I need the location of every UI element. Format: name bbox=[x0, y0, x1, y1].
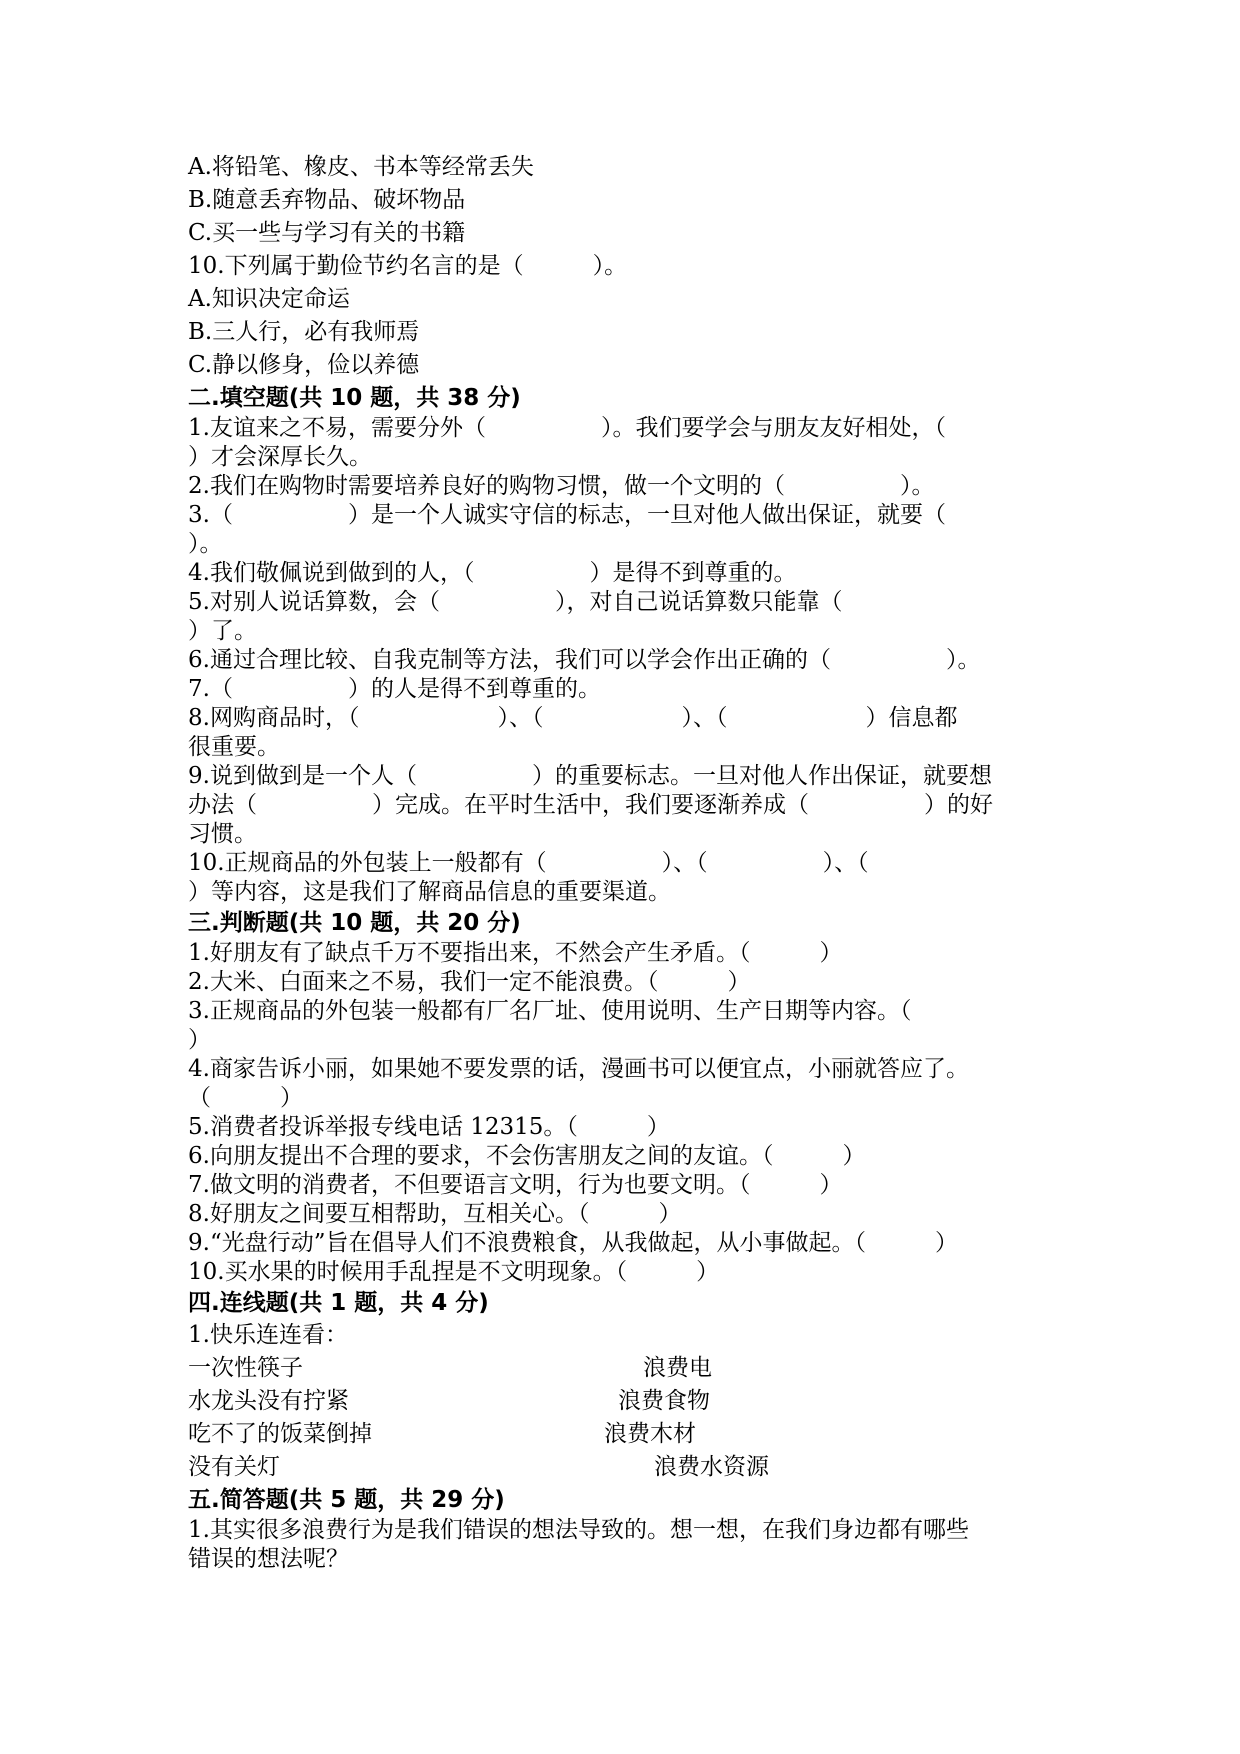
question-line: 8.好朋友之间要互相帮助，互相关心。（ ） bbox=[188, 1201, 682, 1227]
question-line: 10.下列属于勤俭节约名言的是（ ）。 bbox=[188, 253, 628, 279]
question-line: 7.做文明的消费者，不但要语言文明，行为也要文明。（ ） bbox=[188, 1172, 843, 1198]
question-line: 2.大米、白面来之不易，我们一定不能浪费。（ ） bbox=[188, 969, 751, 995]
question-line: 4.我们敬佩说到做到的人，（ ）是得不到尊重的。 bbox=[188, 560, 797, 586]
section-heading: 四.连线题(共 1 题，共 4 分) bbox=[188, 1290, 489, 1316]
question-line: 1.其实很多浪费行为是我们错误的想法导致的。想一想，在我们身边都有哪些 bbox=[188, 1517, 969, 1543]
option-line: B.随意丢弃物品、破坏物品 bbox=[188, 187, 466, 213]
match-right-item: 浪费食物 bbox=[618, 1388, 710, 1414]
section-fill-in-blank bbox=[188, 382, 1068, 907]
match-right-item: 浪费木材 bbox=[604, 1421, 696, 1447]
question-line: 10.正规商品的外包装上一般都有（ ）、（ ）、（ bbox=[188, 850, 869, 876]
match-left-item: 吃不了的饭菜倒掉 bbox=[188, 1421, 372, 1447]
question-line: ）了。 bbox=[188, 618, 257, 644]
question-line: ） bbox=[188, 1027, 211, 1053]
question-line: 办法（ ）完成。在平时生活中，我们要逐渐养成（ ）的好 bbox=[188, 792, 993, 818]
option-line: B.三人行，必有我师焉 bbox=[188, 319, 420, 345]
match-left-item: 水龙头没有拧紧 bbox=[188, 1388, 349, 1414]
match-right-item: 浪费电 bbox=[643, 1355, 712, 1381]
match-left-item: 没有关灯 bbox=[188, 1454, 280, 1480]
option-line: A.将铅笔、橡皮、书本等经常丢失 bbox=[188, 154, 534, 180]
question-line: 4.商家告诉小丽，如果她不要发票的话，漫画书可以便宜点，小丽就答应了。 bbox=[188, 1056, 969, 1082]
match-row bbox=[188, 1385, 1068, 1418]
question-line: 10.买水果的时候用手乱捏是不文明现象。（ ） bbox=[188, 1259, 720, 1285]
question-line: 9.“光盘行动”旨在倡导人们不浪费粮食，从我做起，从小事做起。（ ） bbox=[188, 1230, 958, 1256]
question-line: 1.友谊来之不易，需要分外（ ）。我们要学会与朋友友好相处，（ bbox=[188, 415, 946, 441]
match-right-item: 浪费水资源 bbox=[654, 1454, 769, 1480]
question-line: 1.好朋友有了缺点千万不要指出来，不然会产生矛盾。（ ） bbox=[188, 940, 843, 966]
option-line: A.知识决定命运 bbox=[188, 286, 350, 312]
section-matching bbox=[188, 1287, 1068, 1484]
question-line: 3.（ ）是一个人诚实守信的标志，一旦对他人做出保证，就要（ bbox=[188, 502, 946, 528]
question-line: 7.（ ）的人是得不到尊重的。 bbox=[188, 676, 601, 702]
question-line: 3.正规商品的外包装一般都有厂名厂址、使用说明、生产日期等内容。（ bbox=[188, 998, 912, 1024]
question-line: 6.向朋友提出不合理的要求，不会伤害朋友之间的友谊。（ ） bbox=[188, 1143, 866, 1169]
match-row bbox=[188, 1451, 1068, 1484]
question-line: 1.快乐连连看： bbox=[188, 1322, 348, 1348]
option-line: C.静以修身，俭以养德 bbox=[188, 352, 420, 378]
question-line: 9.说到做到是一个人（ ）的重要标志。一旦对他人作出保证，就要想 bbox=[188, 763, 992, 789]
question-line: 2.我们在购物时需要培养良好的购物习惯，做一个文明的（ ）。 bbox=[188, 473, 935, 499]
option-line: C.买一些与学习有关的书籍 bbox=[188, 220, 466, 246]
question-line: 很重要。 bbox=[188, 734, 280, 760]
question-line: 8.网购商品时，（ ）、（ ）、（ ）信息都 bbox=[188, 705, 958, 731]
match-left-item: 一次性筷子 bbox=[188, 1355, 303, 1381]
section-heading: 二.填空题(共 10 题，共 38 分) bbox=[188, 385, 521, 411]
section-true-false bbox=[188, 907, 1068, 1287]
question-line: （ ） bbox=[188, 1085, 303, 1111]
choice-question-tail bbox=[188, 151, 1068, 382]
match-row bbox=[188, 1352, 1068, 1385]
page-content bbox=[188, 151, 1068, 1574]
question-line: ）才会深厚长久。 bbox=[188, 444, 372, 470]
section-heading: 五.简答题(共 5 题，共 29 分) bbox=[188, 1487, 505, 1513]
section-short-answer bbox=[188, 1484, 1068, 1574]
question-line: 习惯。 bbox=[188, 821, 257, 847]
question-line: 5.消费者投诉举报专线电话 12315。（ ） bbox=[188, 1114, 670, 1140]
question-line: 错误的想法呢？ bbox=[188, 1546, 349, 1572]
match-row bbox=[188, 1418, 1068, 1451]
question-line: ）。 bbox=[188, 531, 223, 557]
question-line: ）等内容，这是我们了解商品信息的重要渠道。 bbox=[188, 879, 671, 905]
question-line: 6.通过合理比较、自我克制等方法，我们可以学会作出正确的（ ）。 bbox=[188, 647, 981, 673]
section-heading: 三.判断题(共 10 题，共 20 分) bbox=[188, 910, 521, 936]
question-line: 5.对别人说话算数，会（ ），对自己说话算数只能靠（ bbox=[188, 589, 843, 615]
